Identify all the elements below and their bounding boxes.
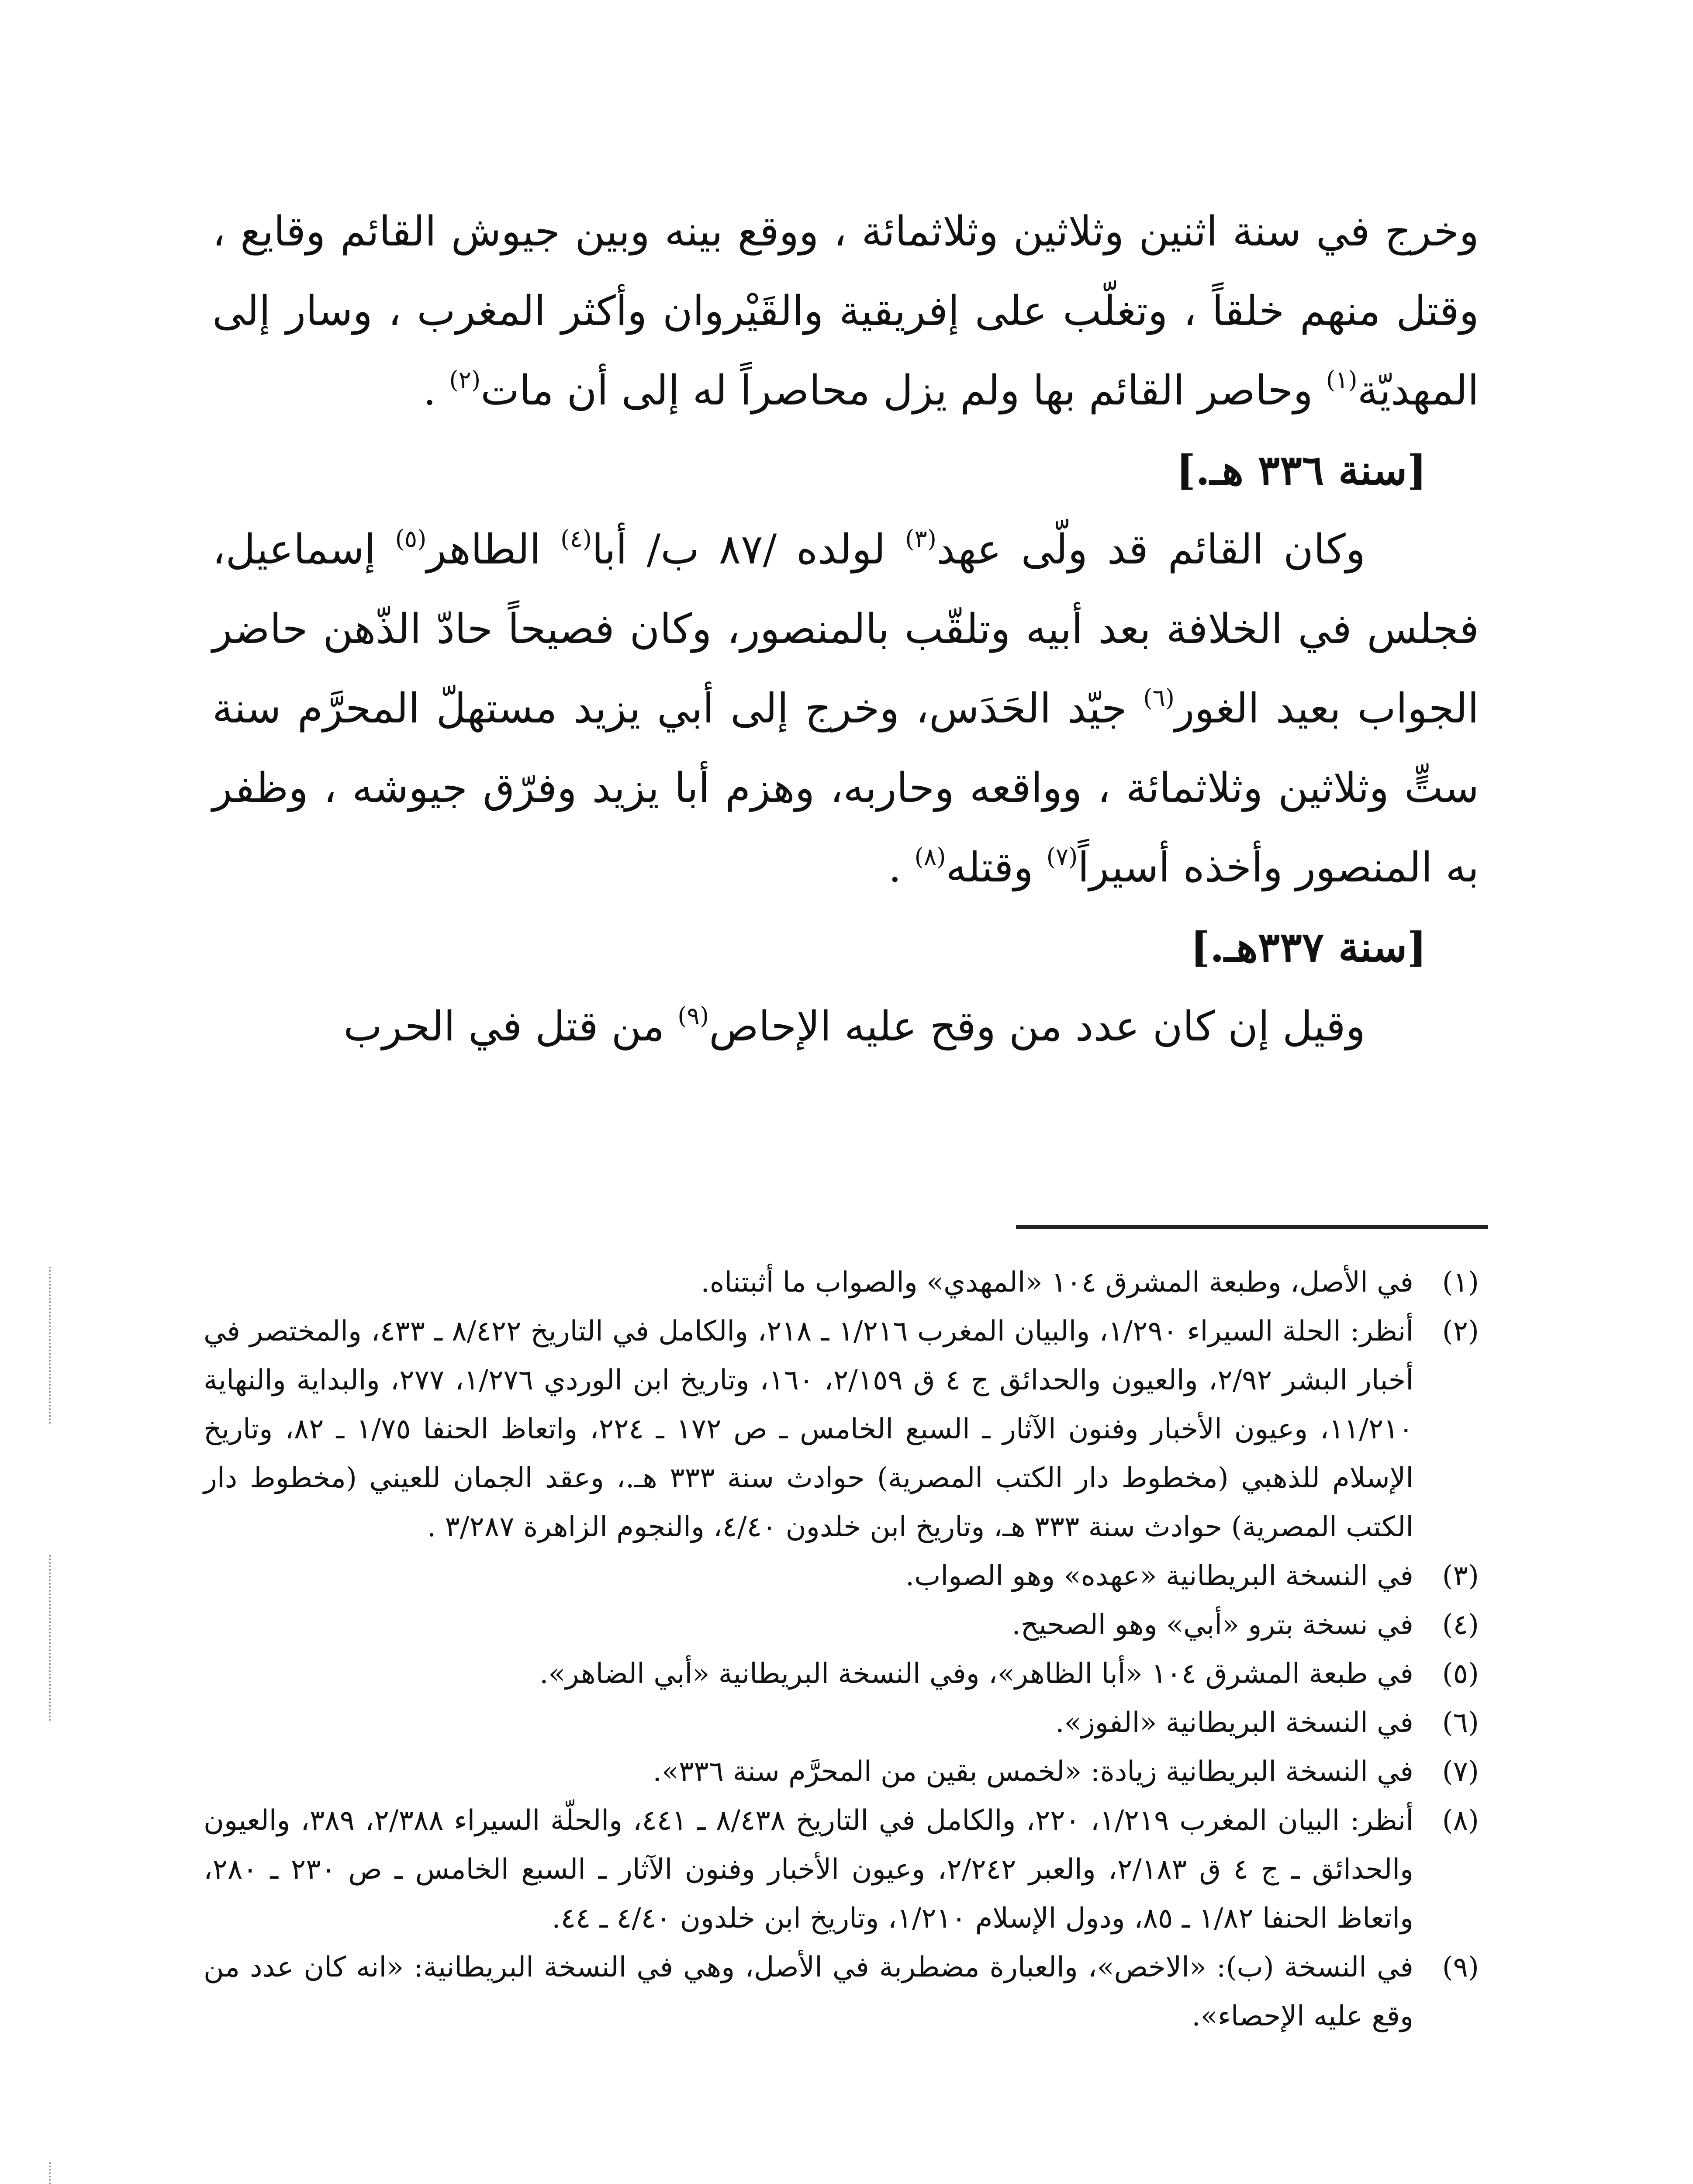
main-text <box>212 192 1479 1067</box>
scan-mark <box>49 2162 52 2184</box>
footnote-ref: (٨) <box>914 842 946 871</box>
text-span: وقيل إن كان عدد من وقح عليه الإحاص <box>709 1003 1365 1051</box>
text-span: وخرج في سنة اثنين وثلاثين وثلاثمائة ، ووقع بينه وبين جيوش القائم وقايع ، وقتل منهم خلقاً ، وتغلّب على إفريقية والقَيْروان وأكثر المغرب ، وسار إلى المهديّة <box>212 208 1479 415</box>
footnote-number: (٩) <box>1442 1951 1479 1984</box>
footnote-number: (١) <box>1442 1266 1479 1299</box>
scan-mark <box>49 1267 52 1424</box>
paragraph <box>212 510 1479 908</box>
footnote <box>204 1600 1479 1649</box>
footnote-ref: (٦) <box>1143 683 1175 712</box>
footnotes <box>204 1258 1479 2041</box>
paragraph <box>212 192 1479 431</box>
text-span: . <box>423 367 449 415</box>
footnote-text: في النسخة البريطانية «عهده» وهو الصواب. <box>905 1560 1413 1592</box>
footnote <box>204 1552 1479 1600</box>
text-span: لولده /٨٧ ب/ أبا <box>592 526 905 574</box>
footnote <box>204 1258 1479 1307</box>
footnote-separator <box>1016 1225 1488 1229</box>
text-span: وكان القائم قد ولّى عهد <box>936 526 1365 574</box>
text-span: وحاصر القائم بها ولم يزل محاصراً له إلى أن مات <box>480 367 1326 415</box>
footnote <box>204 1747 1479 1796</box>
section-heading: [سنة ٣٣٦ هـ.] <box>1176 446 1427 494</box>
footnote-number: (٢) <box>1442 1315 1479 1348</box>
text-span: من قتل في الحرب <box>343 1003 678 1051</box>
footnote <box>204 1698 1479 1747</box>
footnote-text: في طبعة المشرق ١٠٤ «أبا الظاهر»، وفي النسخة البريطانية «أبي الضاهر». <box>539 1658 1413 1690</box>
footnote-ref: (٧) <box>1046 842 1078 871</box>
text-span: وقتله <box>946 844 1047 892</box>
footnote-text: أنظر: الحلة السيراء ١/٢٩٠، والبيان المغرب ١/٢١٦ ـ ٢١٨، والكامل في التاريخ ٨/٤٢٢ ـ ٤٣٣، والمختصر في أخبار البشر ٢/٩٢، والعيون والحدائق ج ٤ ق ٢/١٥٩، ١٦٠، وتاريخ ابن الوردي ١/٢٧٦، ٢٧٧، والبداية والنهاية ١١/٢١٠، وعيون الأخبار وفنون الآثار ـ السبع الخامس ـ ص ١٧٢ ـ ٢٢٤، واتعاظ الحنفا ١/٧٥ ـ ٨٢، وتاريخ الإسلام للذهبي (مخطوط دار الكتب المصرية) حوادث سنة ٣٣٣ هـ.، وعقد الجمان للعيني (مخطوط دار الكتب المصرية) حوادث سنة ٣٣٣ هـ، وتاريخ ابن خلدون ٤/٤٠، والنجوم الزاهرة ٣/٢٨٧ . <box>204 1315 1414 1543</box>
footnote-ref: (٥) <box>395 524 427 553</box>
footnote-number: (٦) <box>1442 1707 1479 1739</box>
footnote-number: (٨) <box>1442 1804 1479 1837</box>
footnote-ref: (٣) <box>905 524 937 553</box>
footnote-number: (٧) <box>1442 1755 1479 1788</box>
text-span: الطاهر <box>426 526 561 574</box>
footnote-text: في النسخة البريطانية «الفوز». <box>1055 1707 1413 1739</box>
footnote <box>204 1649 1479 1698</box>
footnote <box>204 1796 1479 1943</box>
text-span: جيّد الحَدَس، وخرج إلى أبي يزيد مستهلّ المحرَّم سنة ستٍّ وثلاثين وثلاثمائة ، وواقعه وحاربه، وهزم أبا يزيد وفرّق جيوشه ، وظفر به المنصور وأخذه أسيراً <box>212 685 1479 892</box>
footnote-number: (٣) <box>1442 1560 1479 1592</box>
footnote-text: في النسخة البريطانية زيادة: «لخمس بقين من المحرَّم سنة ٣٣٦». <box>653 1755 1413 1788</box>
text-span: . <box>888 844 915 892</box>
footnote-number: (٥) <box>1442 1658 1479 1690</box>
footnote-text: في النسخة (ب): «الاخص»، والعبارة مضطربة في الأصل، وهي في النسخة البريطانية: «انه كان عدد من وقع عليه الإحصاء». <box>204 1951 1413 2032</box>
footnote-text: في نسخة بترو «أبي» وهو الصحيح. <box>1012 1609 1413 1641</box>
footnote-text: أنظر: البيان المغرب ١/٢١٩، ٢٢٠، والكامل في التاريخ ٨/٤٣٨ ـ ٤٤١، والحلّة السيراء ٢/٣٨٨، ٣٨٩، والعيون والحدائق ـ ج ٤ ق ٢/١٨٣، والعبر ٢/٢٤٢، وعيون الأخبار وفنون الآثار ـ السبع الخامس ـ ص ٢٣٠ ـ ٢٨٠، واتعاظ الحنفا ١/٨٢ ـ ٨٥، ودول الإسلام ١/٢١٠، وتاريخ ابن خلدون ٤/٤٠ ـ ٤٤. <box>204 1804 1414 1935</box>
footnote-ref: (١) <box>1326 365 1358 394</box>
section-heading: [سنة ٣٣٧هـ.] <box>1190 923 1427 971</box>
paragraph <box>212 987 1479 1067</box>
footnote-number: (٤) <box>1442 1609 1479 1641</box>
footnote-ref: (٩) <box>677 1001 709 1030</box>
scan-mark <box>49 1555 52 1721</box>
footnote-ref: (٤) <box>560 524 592 553</box>
footnote-ref: (٢) <box>449 365 481 394</box>
footnote <box>204 1943 1479 2041</box>
footnote-text: في الأصل، وطبعة المشرق ١٠٤ «المهدي» والصواب ما أثبتناه. <box>701 1266 1413 1299</box>
footnote <box>204 1307 1479 1552</box>
text-span: إسماعيل، فجلس في الخلافة بعد أبيه وتلقّب بالمنصور، وكان فصيحاً حادّ الذّهن حاضر الجواب بعيد الغور <box>212 526 1479 733</box>
